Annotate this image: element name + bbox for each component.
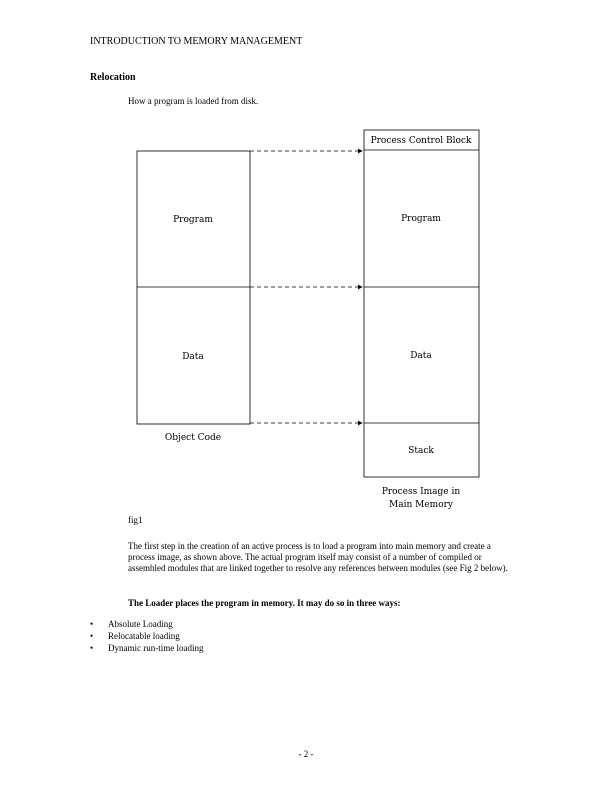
process-image-label-line1: Process Image in: [381, 487, 461, 497]
section-intro: How a program is loaded from disk.: [128, 96, 259, 106]
list-item: • Absolute Loading: [90, 618, 203, 630]
object-code-block: [137, 151, 250, 424]
loading-methods-list: [90, 618, 203, 654]
pcb-label: Process Control Block: [370, 136, 472, 146]
object-code-label: Object Code: [164, 433, 222, 443]
stack-label: Stack: [408, 446, 434, 456]
list-item: • Relocatable loading: [90, 630, 203, 642]
image-data-label: Data: [410, 351, 432, 361]
body-paragraph: The first step in the creation of an active process is to load a program into main memory and create a process image, as shown above. The actual program itself may consist of a number of compiled or assembled modules that are linked together to resolve any references between modules (see Fig 2 below).: [128, 541, 508, 573]
page-number: - 2 -: [298, 749, 314, 759]
figure-caption: fig1: [128, 515, 143, 525]
list-item: • Dynamic run-time loading: [90, 642, 203, 654]
process-image-block: [364, 130, 479, 477]
page-header: INTRODUCTION TO MEMORY MANAGEMENT: [90, 36, 303, 47]
object-program-label: Program: [173, 215, 213, 225]
section-title: Relocation: [90, 72, 136, 83]
object-data-label: Data: [182, 352, 204, 362]
loader-heading: The Loader places the program in memory. It may do so in three ways:: [128, 598, 401, 608]
process-image-label-line2: Main Memory: [389, 500, 453, 510]
image-program-label: Program: [401, 214, 441, 224]
